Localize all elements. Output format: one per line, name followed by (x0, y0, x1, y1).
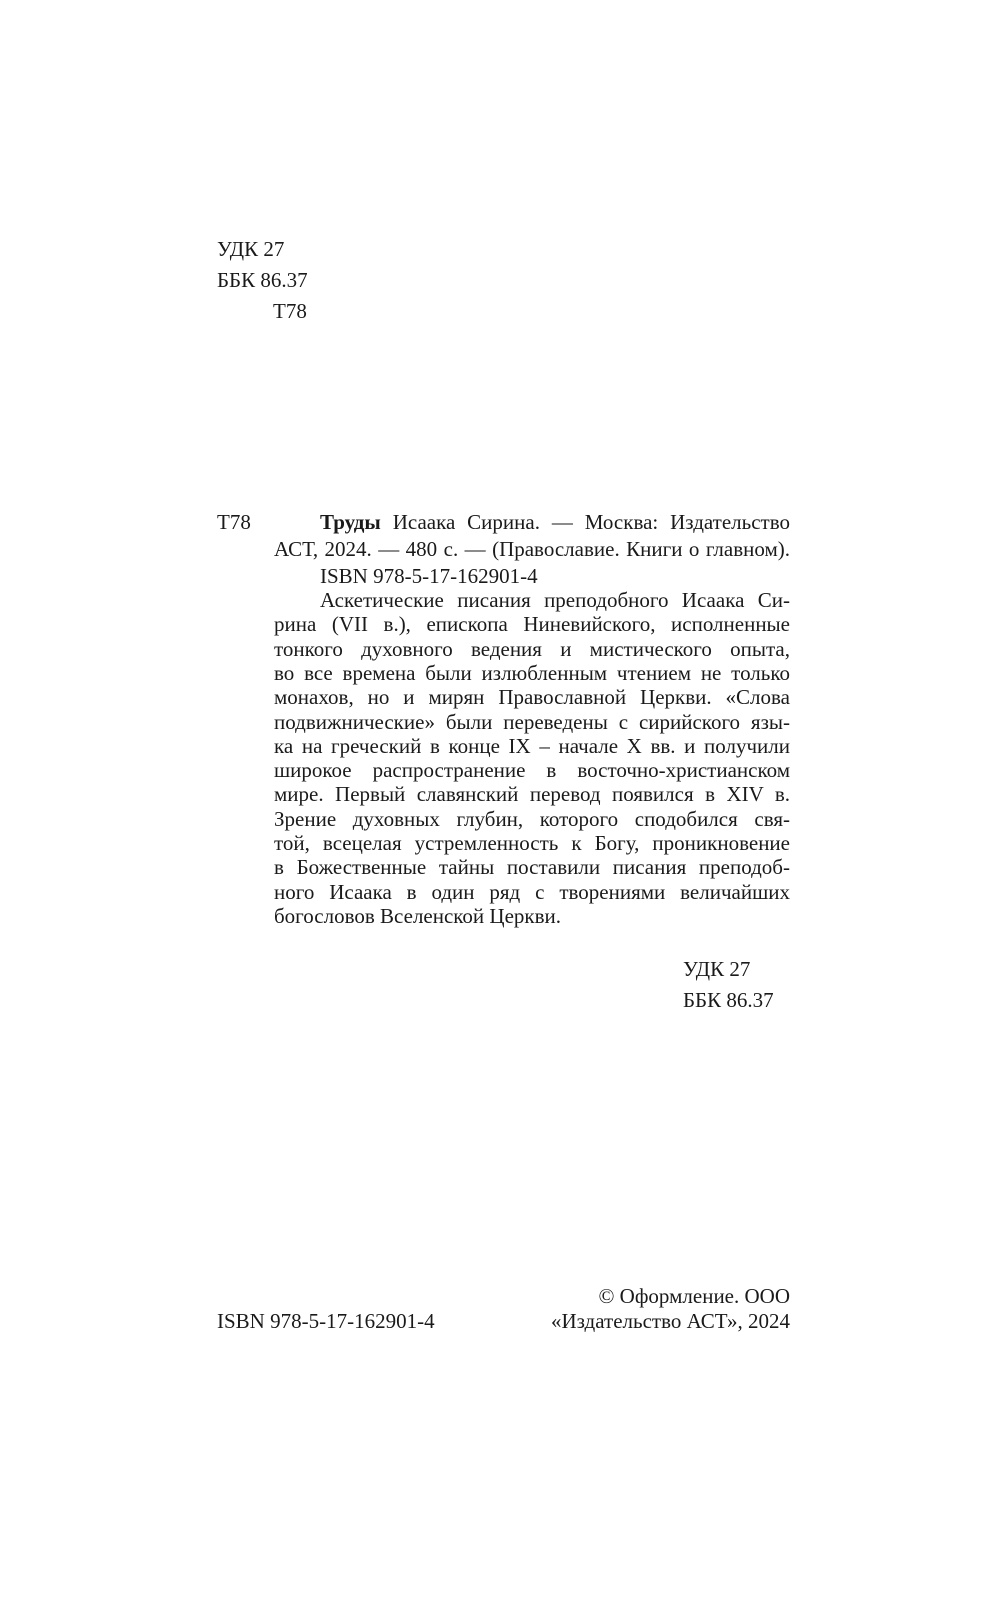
annotation-line: ка на греческий в конце IX – начале X вв. и получили (274, 733, 790, 758)
annotation-line: монахов, но и мирян Православной Церкви. «Слова (274, 685, 790, 710)
annotation-line: ного Исаака в один ряд с творениями величайших (274, 879, 790, 904)
annotation-line: подвижнические» были переведены с сирийского язы- (274, 709, 790, 734)
entry-title-bold: Труды (320, 510, 381, 534)
footer-isbn: ISBN 978-5-17-162901-4 (217, 1309, 435, 1333)
bottom-bbk-code: ББК 86.37 (683, 988, 774, 1012)
annotation-line: в Божественные тайны поставили писания преподоб- (274, 855, 790, 880)
footer-copyright-line-1: © Оформление. ООО (598, 1284, 790, 1308)
annotation-line: мире. Первый славянский перевод появился в XIV в. (274, 782, 790, 807)
entry-title-rest: Исаака Сирина. — Москва: Издательство (380, 510, 790, 534)
bottom-udk-code: УДК 27 (683, 957, 751, 981)
entry-title-line (320, 512, 790, 533)
entry-publisher-line: АСТ, 2024. — 480 с. — (Православие. Книги о главном). (274, 537, 790, 561)
annotation-line: тонкого духовного ведения и мистического опыта, (274, 636, 790, 661)
top-bbk-code: ББК 86.37 (217, 268, 308, 292)
top-author-code: Т78 (273, 299, 307, 323)
entry-author-code: Т78 (217, 510, 251, 534)
annotation-line: той, всецелая устремленность к Богу, проникновение (274, 831, 790, 855)
top-udk-code: УДК 27 (217, 237, 285, 261)
annotation-line: широкое распространение в восточно-христианском (274, 758, 790, 783)
annotation-line: рина (VII в.), епископа Ниневийского, исполненные (274, 612, 790, 637)
annotation-line: во все времена были излюбленным чтением не только (274, 660, 790, 685)
annotation-line: богословов Вселенской Церкви. (274, 903, 562, 928)
footer-copyright-line-2: «Издательство АСТ», 2024 (550, 1309, 790, 1333)
annotation-line: Аскетические писания преподобного Исаака Си- (320, 588, 790, 612)
annotation-line: Зрение духовных глубин, которого сподобился свя- (274, 806, 790, 831)
entry-isbn: ISBN 978-5-17-162901-4 (320, 564, 538, 588)
